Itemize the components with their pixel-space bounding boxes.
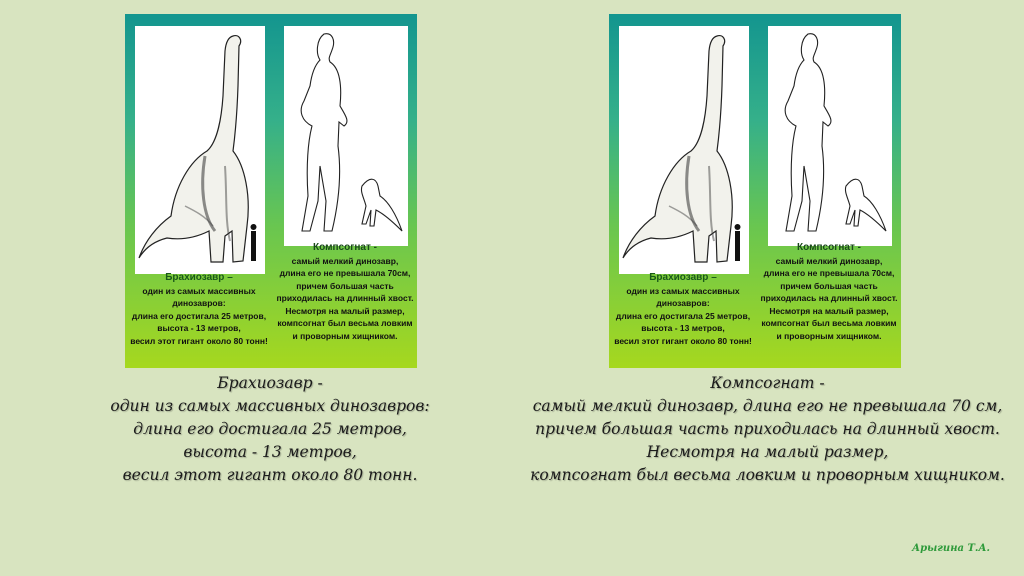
- caption-line: и проворным хищником.: [292, 330, 398, 341]
- caption-line: приходилась на длинный хвост.: [276, 293, 414, 303]
- caption-line: и проворным хищником.: [776, 330, 882, 341]
- brachiosaurus-drawing: [619, 26, 749, 274]
- caption-line: причем большая часть: [780, 280, 878, 291]
- caption-line: длина его не превышала 70см,: [763, 268, 895, 278]
- caption-line: весил этот гигант около 80 тонн!: [130, 335, 268, 346]
- caption-line: компсогнат был весьма ловким: [761, 318, 897, 328]
- caption-line: самый мелкий динозавр,: [775, 255, 883, 266]
- human-compsognathus-illustration: [768, 26, 892, 246]
- caption-line: длина его достигала 25 метров,: [131, 310, 267, 321]
- caption-line: причем большая часть: [296, 280, 394, 291]
- description-line: длина его достигала 25 метров,: [133, 420, 407, 438]
- brachiosaurus-description: [80, 372, 460, 487]
- description-line: Несмотря на малый размер,: [646, 443, 889, 461]
- caption-title: Брахиозавр –: [649, 272, 717, 283]
- description-line: весил этот гигант около 80 тонн.: [122, 466, 418, 484]
- poster-left: [125, 14, 417, 368]
- author-signature: Арыгина Т.А.: [911, 543, 990, 554]
- description-line: один из самых массивных динозавров:: [110, 397, 430, 415]
- caption-line: высота - 13 метров,: [641, 323, 725, 333]
- caption-line: высота - 13 метров,: [157, 323, 241, 333]
- description-line: самый мелкий динозавр, длина его не превышала 70 см,: [532, 397, 1003, 415]
- brachiosaurus-illustration: [135, 26, 265, 274]
- caption-line: один из самых массивных: [142, 285, 256, 296]
- brachiosaurus-illustration: [619, 26, 749, 274]
- brachiosaurus-caption: [129, 272, 269, 347]
- description-line: высота - 13 метров,: [183, 443, 357, 461]
- description-line: Брахиозавр -: [217, 374, 323, 392]
- brachiosaurus-caption: [613, 272, 753, 347]
- caption-line: компсогнат был весьма ловким: [277, 318, 413, 328]
- caption-title: Компсогнат -: [797, 242, 861, 253]
- caption-line: Несмотря на малый размер,: [285, 305, 405, 316]
- compsognathus-description: [515, 372, 1020, 487]
- human-compsognathus-drawing: [768, 26, 892, 246]
- brachiosaurus-drawing: [135, 26, 265, 274]
- caption-title: Компсогнат -: [313, 242, 377, 253]
- poster-right: [609, 14, 901, 368]
- description-line: причем большая часть приходилась на длинный хвост.: [535, 420, 1000, 438]
- caption-line: самый мелкий динозавр,: [291, 255, 399, 266]
- caption-line: приходилась на длинный хвост.: [760, 293, 898, 303]
- caption-line: Несмотря на малый размер,: [769, 305, 889, 316]
- caption-line: длина его не превышала 70см,: [279, 268, 411, 278]
- compsognathus-caption: [759, 242, 899, 342]
- caption-title: Брахиозавр –: [165, 272, 233, 283]
- caption-line: длина его достигала 25 метров,: [615, 310, 751, 321]
- compsognathus-caption: [275, 242, 415, 342]
- caption-line: динозавров:: [656, 298, 710, 308]
- caption-line: весил этот гигант около 80 тонн!: [614, 335, 752, 346]
- description-line: компсогнат был весьма ловким и проворным хищником.: [530, 466, 1005, 484]
- caption-line: один из самых массивных: [626, 285, 740, 296]
- description-line: Компсогнат -: [710, 374, 825, 392]
- human-compsognathus-drawing: [284, 26, 408, 246]
- caption-line: динозавров:: [172, 298, 226, 308]
- human-compsognathus-illustration: [284, 26, 408, 246]
